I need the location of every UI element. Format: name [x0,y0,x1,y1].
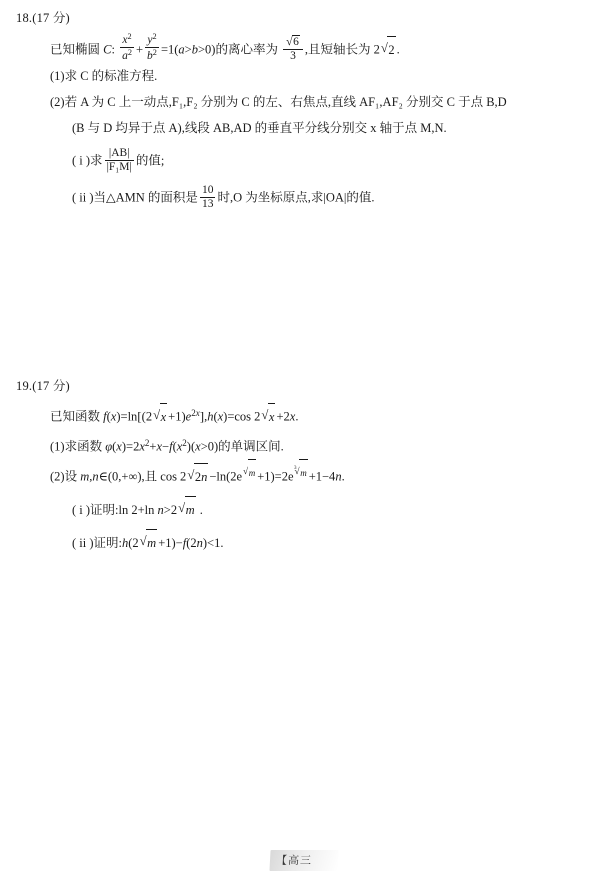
problem-19-sub-i: ( i )证明:ln 2+ln n>2 √ m . [72,496,596,523]
sqrt-x-1: √ x [153,403,167,430]
y-var: y [147,34,153,47]
area-denominator: 13 [201,197,214,210]
problem-19-header [16,376,596,394]
problem-18 [16,8,596,211]
eccentricity-fraction [283,35,303,63]
problem-19-number: 19. [16,379,33,393]
problem-19-points: (17 分) [32,379,70,393]
ellipse-name: C [103,42,112,57]
problem-18-stem [50,32,596,63]
b-var: b [147,50,153,63]
sqrt-x-2: √ x [261,403,275,430]
a-var: a [122,50,128,63]
sub-i-tail: 的值; [135,153,165,168]
problem-18-points: (17 分) [32,11,70,25]
stem-prefix: 已知椭圆 [50,42,104,57]
b-var2: b [191,42,198,57]
x-squared-over-a-squared [120,32,134,63]
problem-18-part2-line2: (B 与 D 均异于点 A),线段 AB,AD 的垂直平分线分别交 x 轴于点 M,N. [72,121,447,135]
problem-18-header [16,8,596,26]
radicand-2: 2 [387,36,395,63]
zero-paren: 0) [205,42,216,57]
problem-19-sub-ii: ( ii )证明:h(2 √ m +1)−f(2n)<1. [72,529,596,556]
problem-19 [16,376,596,556]
sqrt-m-1: √ m [178,496,196,523]
numerator-AB: |AB| [105,147,134,161]
y-squared-over-b-squared [145,32,159,63]
colon: : [111,42,115,57]
sub-ii-label: ( ii )当△AMN 的面积是 [72,190,198,205]
sqrt-2n: √ 2n [187,463,208,490]
sqrt-m-sup-1: √ $^m$ [243,459,256,486]
a-exponent: 2 [127,48,132,57]
problem-18-part1: (1)求 C 的标准方程. [50,69,158,83]
period-1: . [396,42,400,57]
ratio-AB-over-F1M [105,147,134,174]
sub-i-label: ( i )求 [72,153,103,168]
problem-19-part1: (1)求函数 $\varphi(x)=2x^2+x-f(x^2)(x>0)$的单调区间. [50,437,284,453]
stem-tail: ,且短轴长为 2 [304,42,380,57]
problem-18-sub-ii [72,184,596,211]
equals-one: =1( [160,42,179,57]
stem-mid: 的离心率为 [215,42,282,57]
problem-19-part2: (2)设 m,n∈(0,+∞),且 cos 2 √ 2n −ln(2e √ $^m$ +1)=2e √ $^m$ 3 +1−4n. [50,459,596,490]
problem-18-part2-line1: (2)若 A 为 C 上一动点,F₁,F₂ 分别为 C 的左、右焦点,直线 AF₁,AF₂ 分别交 C 于点 B,D [50,95,507,109]
area-numerator: 10 [201,183,214,196]
problem-19-stem: 已知函数 f(x)=ln[(2 √ $x +1)e^{2x}],h(x)=\cos$ 2 √ x +2x. [50,400,596,430]
x-exponent: 2 [127,32,132,41]
gt-1: > [184,42,192,57]
sqrt-2 [381,36,396,63]
b-exponent: 2 [152,48,157,57]
x-var: x [122,34,128,47]
a-var2: a [178,42,185,57]
page-footer [0,850,607,871]
sqrt-6: √ 6 [286,35,300,49]
footer-badge: 【高三 [269,850,338,871]
gt-2: > [197,42,206,57]
problem-18-number: 18. [16,11,33,25]
ecc-denominator: 3 [290,50,296,63]
sub-ii-tail: 时,O 为坐标原点,求|OA|的值. [217,190,375,205]
denominator-F1M: |F₁M| [106,160,132,173]
plus-sign: + [135,42,144,57]
problem-18-sub-i [72,147,596,174]
cbrt-m-sup: √ $^m$ 3 [295,459,308,486]
area-fraction [200,184,216,211]
sqrt-m-2: √ m [140,529,158,556]
y-exponent: 2 [152,32,157,41]
